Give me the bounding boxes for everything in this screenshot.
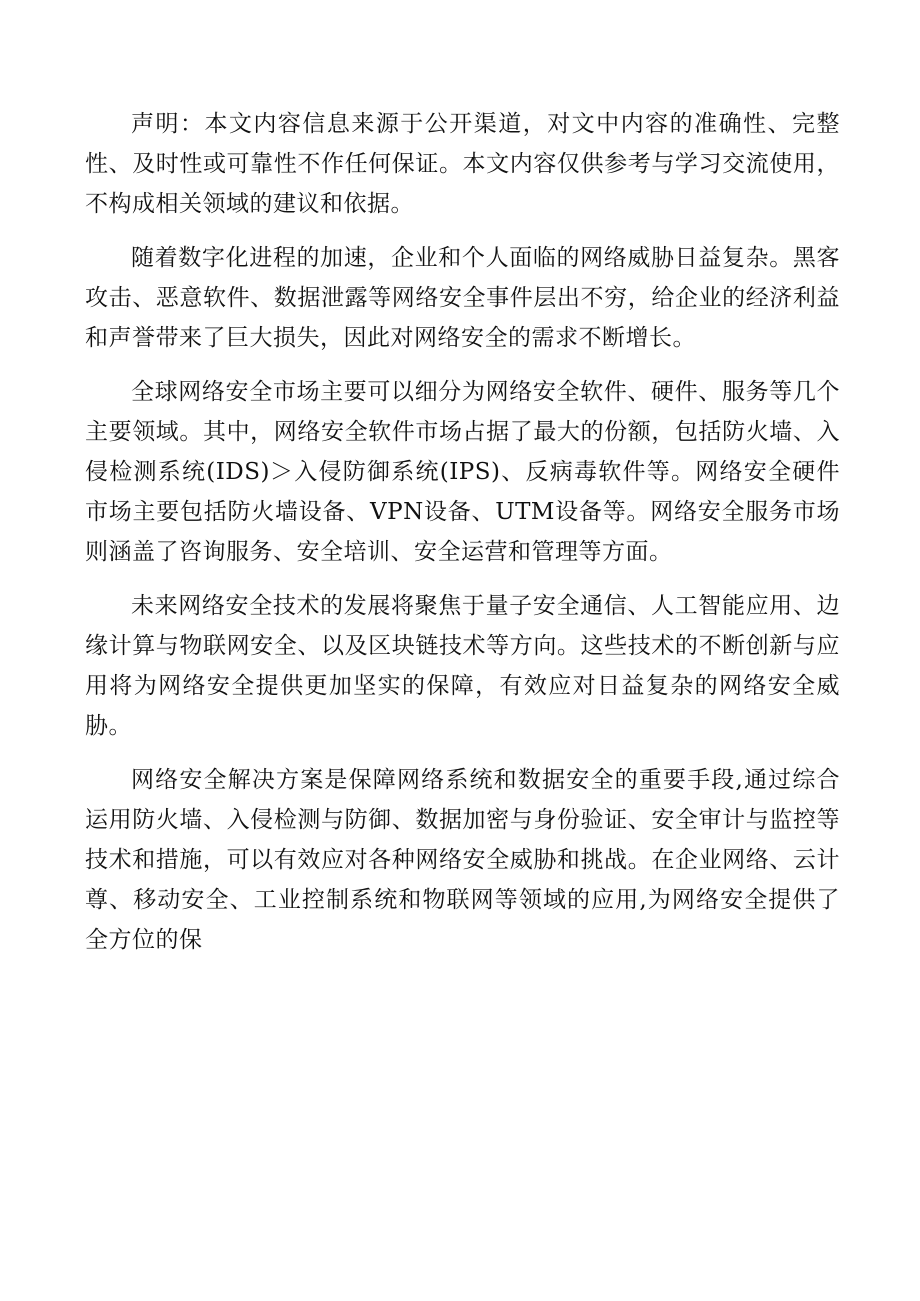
paragraph-threat-background: 随着数字化进程的加速，企业和个人面临的网络威胁日益复杂。黑客攻击、恶意软件、数据泄露等网络安全事件层出不穷，给企业的经济利益和声誉带来了巨大损失，因此对网络安全的需求不断增长。 [85,245,840,351]
paragraph-future-technology: 未来网络安全技术的发展将聚焦于量子安全通信、人工智能应用、边缘计算与物联网安全、以及区块链技术等方向。这些技术的不断创新与应用将为网络安全提供更加坚实的保障，有效应对日益复杂的网络安全威胁。 [85,593,840,739]
document-body [85,104,840,974]
paragraph-solutions: 网络安全解决方案是保障网络系统和数据安全的重要手段,通过综合运用防火墙、入侵检测与防御、数据加密与身份验证、安全审计与监控等技术和措施，可以有效应对各种网络安全威胁和挑战。在企业网络、云计尊、移动安全、工业控制系统和物联网等领域的应用,为网络安全提供了全方位的保 [85,767,840,953]
disclaimer-paragraph: 声明：本文内容信息来源于公开渠道，对文中内容的准确性、完整性、及时性或可靠性不作任何保证。本文内容仅供参考与学习交流使用，不构成相关领域的建议和依据。 [85,111,840,217]
paragraph-market-segments: 全球网络安全市场主要可以细分为网络安全软件、硬件、服务等几个主要领域。其中，网络安全软件市场占据了最大的份额，包括防火墙、入侵检测系统(IDS)＞入侵防御系统(IPS)、反病毒软件等。网络安全硬件市场主要包括防火墙设备、VPN设备、UTM设备等。网络安全服务市场则涵盖了咨询服务、安全培训、安全运营和管理等方面。 [85,379,840,565]
